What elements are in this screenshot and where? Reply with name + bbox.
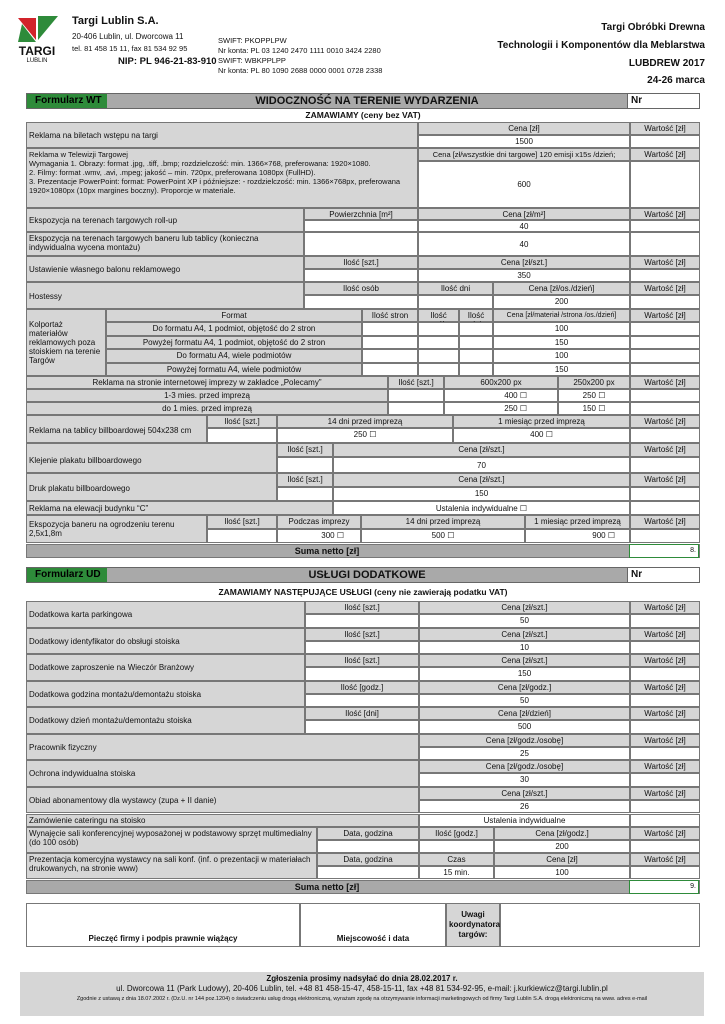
price-value: 100 xyxy=(493,349,630,363)
price-value: 100 xyxy=(494,866,630,879)
col-header: Ilość stron xyxy=(362,309,418,322)
col-header: Ilość xyxy=(459,309,493,322)
pages-input[interactable] xyxy=(362,349,418,363)
row-label: Druk plakatu billboardowego xyxy=(26,473,277,501)
col-header: Podczas imprezy xyxy=(277,515,361,529)
value-header: Wartość [zł] xyxy=(630,208,700,220)
value-input[interactable] xyxy=(630,232,700,256)
row-label: Reklama na stronie internetowej imprezy w zakładce „Polecamy” xyxy=(26,376,388,389)
col-header: 14 dni przed imprezą xyxy=(361,515,525,529)
value-header: Wartość [zł] xyxy=(630,376,700,389)
price-value: 30 xyxy=(419,773,630,787)
bank-swift-2: SWIFT: WBKPPLPP xyxy=(218,56,286,65)
price-value: 150 xyxy=(419,667,630,681)
row-label: Zamówienie cateringu na stoisko xyxy=(26,814,419,827)
format-label: Powyżej formatu A4, 1 podmiot, objętość do 2 stron xyxy=(106,336,362,350)
price-value: 600 xyxy=(418,161,630,208)
col-header: Cena [zł/godz.] xyxy=(494,827,630,840)
value-header: Wartość [zł] xyxy=(630,827,700,840)
col-header: Ilość [szt.] xyxy=(207,515,277,529)
col-header: Cena [zł/m²] xyxy=(418,208,630,220)
row-label: Obiad abonamentowy dla wystawcy (zupa + II danie) xyxy=(26,787,419,814)
row-label: Dodatkowa godzina montażu/demontażu stoiska xyxy=(26,681,305,708)
row-label: Ekspozycja na terenach targowych baneru lub tablicy (konieczna indywidualna wycena montażu) xyxy=(26,232,304,256)
company-address: 20-406 Lublin, ul. Dworcowa 11 xyxy=(72,32,184,41)
price-value: 150 xyxy=(333,487,630,501)
qty-input[interactable] xyxy=(305,720,419,734)
col-header: Cena [zł/godz./osobę] xyxy=(419,760,630,773)
option-checkbox[interactable]: 400 ☐ xyxy=(453,428,630,443)
col-header: 250x200 px xyxy=(558,376,630,389)
place-date-field[interactable] xyxy=(300,903,446,947)
value-header: Wartość [zł] xyxy=(630,707,700,720)
col-header: Ilość [dni] xyxy=(305,707,419,720)
wt-sum-row xyxy=(26,544,700,558)
footer-deadline: Zgłoszenia prosimy nadsyłać do dnia 28.02.2017 r. xyxy=(266,974,458,983)
form-wt-nr-field[interactable]: Nr xyxy=(627,94,699,108)
value-header: Wartość [zł] xyxy=(630,853,700,866)
price-value: 200 xyxy=(494,840,630,853)
price-value: 500 xyxy=(419,720,630,734)
qty-input[interactable] xyxy=(388,389,444,402)
value-header: Wartość [zł] xyxy=(630,734,700,747)
value-input[interactable] xyxy=(630,773,700,787)
col-header: Data, godzina xyxy=(317,827,419,840)
value-header: Wartość [zł] xyxy=(630,148,700,161)
col-header: 14 dni przed imprezą xyxy=(277,415,453,428)
col-header: Ilość dni xyxy=(418,282,493,295)
sum-label: Suma netto [zł] xyxy=(294,546,360,556)
value-header: Wartość [zł] xyxy=(630,282,700,295)
date-input[interactable] xyxy=(317,866,419,879)
value-input[interactable] xyxy=(630,747,700,761)
stamp-label: Pieczęć firmy i podpis prawnie wiążący xyxy=(88,934,238,943)
hours-input[interactable] xyxy=(419,840,494,853)
option-checkbox[interactable]: 500 ☐ xyxy=(361,529,525,543)
persons-input[interactable] xyxy=(418,349,459,363)
col-header: Cena [zł] xyxy=(494,853,630,866)
persons-input[interactable] xyxy=(418,336,459,350)
value-header: Wartość [zł] xyxy=(630,601,700,614)
form-wt-tag: Formularz WT xyxy=(27,94,107,108)
form-ud-title: USŁUGI DODATKOWE xyxy=(308,569,426,581)
col-header: Ilość [szt.] xyxy=(388,376,444,389)
value-input[interactable] xyxy=(630,501,700,515)
value-header: Wartość [zł] xyxy=(630,443,700,457)
value-header: Wartość [zł] xyxy=(630,122,700,135)
place-date-label: Miejscowość i data xyxy=(336,934,410,943)
row-label: Kolportaż materiałów reklamowych poza stoiskiem na terenie Targów xyxy=(26,309,106,376)
company-name: Targi Lublin S.A. xyxy=(72,15,159,27)
row-label: Ekspozycja na terenach targowych roll-up xyxy=(26,208,304,232)
row-label: Reklama na elewacji budynku “C” xyxy=(26,501,333,515)
event-line-2: Technologii i Komponentów dla Meblarstwa xyxy=(497,40,705,51)
col-header: Format xyxy=(106,309,362,322)
value-input[interactable] xyxy=(630,389,700,402)
persons-input[interactable] xyxy=(418,322,459,336)
col-header: Cena [zł/godz.] xyxy=(419,681,630,694)
persons-input[interactable] xyxy=(304,295,418,309)
col-header: Ilość [szt.] xyxy=(305,628,419,641)
value-header: Wartość [zł] xyxy=(630,681,700,694)
value-header: Wartość [zł] xyxy=(630,515,700,529)
row-label: Dodatkowe zaproszenie na Wieczór Branżowy xyxy=(26,654,305,681)
value-input[interactable] xyxy=(630,363,700,377)
row-label: Reklama na biletach wstępu na targi xyxy=(26,122,418,148)
form-ud-tag: Formularz UD xyxy=(27,568,107,582)
qty-input[interactable] xyxy=(305,667,419,681)
value-input[interactable] xyxy=(630,814,700,827)
value-input[interactable] xyxy=(630,161,700,208)
col-header: Ilość [szt.] xyxy=(277,443,333,457)
col-header: Ilość xyxy=(418,309,459,322)
footer xyxy=(20,972,704,1016)
value-header: Wartość [zł] xyxy=(630,654,700,667)
form-wt-subtitle: ZAMAWIAMY (ceny bez VAT) xyxy=(305,110,421,120)
value-header: Wartość [zł] xyxy=(630,256,700,269)
option-checkbox[interactable]: 400 ☐ xyxy=(444,389,558,402)
value-input[interactable] xyxy=(630,529,700,543)
option-checkbox[interactable]: 250 ☐ xyxy=(444,402,558,415)
col-header: Cena [zł/os./dzień] xyxy=(493,282,630,295)
days-input[interactable] xyxy=(418,295,493,309)
col-header: Cena [zł/wszystkie dni targowe] 120 emisji x15s /dzień; xyxy=(418,148,630,161)
row-label: Ochrona indywidualna stoiska xyxy=(26,760,419,787)
col-header: 1 miesiąc przed imprezą xyxy=(453,415,630,428)
event-dates: 24-26 marca xyxy=(647,75,705,86)
row-label: Pracownik fizyczny xyxy=(26,734,419,761)
col-header: Cena [zł/szt.] xyxy=(419,787,630,800)
company-logo xyxy=(14,14,60,68)
pages-input[interactable] xyxy=(362,363,418,377)
pages-input[interactable] xyxy=(362,336,418,350)
value-input[interactable] xyxy=(630,322,700,336)
notes-label-cell xyxy=(446,903,500,947)
value-input[interactable] xyxy=(630,295,700,309)
value-input[interactable] xyxy=(630,487,700,501)
value-input[interactable] xyxy=(630,220,700,232)
duration-value: 15 min. xyxy=(419,866,494,879)
col-header: Data, godzina xyxy=(317,853,419,866)
col-header: Cena [zł/szt.] xyxy=(418,256,630,269)
company-nip: NIP: PL 946-21-83-910 xyxy=(118,56,217,67)
qty-input[interactable] xyxy=(305,614,419,628)
form-ud-subtitle: ZAMAWIAMY NASTĘPUJĄCE USŁUGI (ceny nie zawierają podatku VAT) xyxy=(218,587,508,597)
value-header: Wartość [zł] xyxy=(630,787,700,800)
qty-input[interactable] xyxy=(207,529,277,543)
bank-account-1: Nr konta: PL 03 1240 2470 1111 0010 3424 2280 xyxy=(218,46,381,55)
individual-note: Ustalenia indywidualne xyxy=(419,814,630,827)
value-input[interactable] xyxy=(630,720,700,734)
area-input[interactable] xyxy=(304,220,418,232)
col-header: Ilość [szt.] xyxy=(305,601,419,614)
format-label: Powyżej formatu A4, wiele podmiotów xyxy=(106,363,362,377)
price-value: 1500 xyxy=(418,135,630,148)
ud-sum-row xyxy=(26,880,700,894)
value-input[interactable] xyxy=(630,614,700,628)
row-label: Dodatkowy identyfikator do obsługi stoiska xyxy=(26,628,305,655)
bank-swift-1: SWIFT: PKOPPLPW xyxy=(218,36,287,45)
price-value: 150 xyxy=(493,336,630,350)
value-input[interactable] xyxy=(630,402,700,415)
price-value: 150 xyxy=(493,363,630,377)
days-input[interactable] xyxy=(459,336,493,350)
value-header: Wartość [zł] xyxy=(630,473,700,487)
value-header: Wartość [zł] xyxy=(630,760,700,773)
option-checkbox[interactable]: 300 ☐ xyxy=(277,529,361,543)
row-label: Wynajęcie sali konferencyjnej wyposażonej w podstawowy sprzęt multimedialny (do 100 osób) xyxy=(26,827,317,853)
option-checkbox[interactable]: 900 ☐ xyxy=(525,529,630,543)
col-header: Ilość [szt.] xyxy=(277,473,333,487)
row-label: Prezentacja komercyjna wystawcy na sali konf. (inf. o prezentacji w materiałach drukowanych, na stronie www) xyxy=(26,853,317,879)
price-value: 50 xyxy=(419,694,630,708)
event-line-1: Targi Obróbki Drewna xyxy=(601,22,705,33)
row-label: Ekspozycja baneru na ogrodzeniu terenu 2,5x1,8m xyxy=(26,515,207,543)
option-checkbox[interactable]: 250 ☐ xyxy=(558,389,630,402)
footer-contact: ul. Dworcowa 11 (Park Ludowy), 20-406 Lublin, tel. +48 81 458-15-47, 458-15-11, fax +48 81 534-92-95, e-mail: j.kurkiewicz@targi.lublin.pl xyxy=(116,984,608,993)
value-input[interactable] xyxy=(630,866,700,879)
value-input[interactable] xyxy=(630,349,700,363)
value-input[interactable] xyxy=(630,336,700,350)
price-value: 10 xyxy=(419,641,630,655)
price-value: 100 xyxy=(493,322,630,336)
notes-label: Uwagi koordynatora targów: xyxy=(449,910,501,939)
form-ud-header xyxy=(26,567,700,583)
option-checkbox[interactable]: 150 ☐ xyxy=(558,402,630,415)
col-header: Ilość osób xyxy=(304,282,418,295)
persons-input[interactable] xyxy=(418,363,459,377)
col-header: Czas xyxy=(419,853,494,866)
row-label: Hostessy xyxy=(26,282,304,309)
days-input[interactable] xyxy=(459,349,493,363)
qty-input[interactable] xyxy=(305,641,419,655)
value-header: Wartość [zł] xyxy=(630,628,700,641)
value-input[interactable] xyxy=(630,840,700,853)
company-phones: tel. 81 458 15 11, fax 81 534 92 95 xyxy=(72,44,188,53)
period-label: do 1 mies. przed imprezą xyxy=(26,402,388,415)
price-value: 50 xyxy=(419,614,630,628)
value-input[interactable] xyxy=(630,800,700,814)
price-value: 40 xyxy=(418,220,630,232)
col-header: Ilość [godz.] xyxy=(305,681,419,694)
col-header: Cena [zł/szt.] xyxy=(419,654,630,667)
col-header: Ilość [szt.] xyxy=(207,415,277,428)
value-input[interactable] xyxy=(630,135,700,148)
event-name: LUBDREW 2017 xyxy=(628,58,705,69)
qty-input[interactable] xyxy=(207,428,277,443)
pages-input[interactable] xyxy=(362,322,418,336)
form-wt-title: WIDOCZNOŚĆ NA TERENIE WYDARZENIA xyxy=(255,95,479,107)
form-ud-nr-field[interactable]: Nr xyxy=(627,568,699,582)
price-value: 40 xyxy=(418,232,630,256)
price-value: 350 xyxy=(418,269,630,282)
days-input[interactable] xyxy=(459,363,493,377)
value-header: Wartość [zł] xyxy=(630,415,700,428)
value-input[interactable] xyxy=(630,667,700,681)
row-label: Ustawienie własnego balonu reklamowego xyxy=(26,256,304,282)
row-label: Dodatkowy dzień montażu/demontażu stoiska xyxy=(26,707,305,734)
sum-label: Suma netto [zł] xyxy=(294,882,360,892)
row-label: Reklama w Telewizji Targowej Wymagania 1. Obrazy: format .jpg, .tiff, .bmp; rozdzielczość: min. 1366×768, preferowana: 1920×1080. 2. Filmy: format .wmv, .avi, .mpeg; jakość – min. 720px, preferowana 1080px (FullHD). 3. Prezentacje PowerPoint: format: PowerPoint XP i późniejsze: - rozdzielczość: min. 1366×768px, preferowana 1920×1080px (10px margines boczny). Proporcje w materiale. xyxy=(26,148,418,208)
individual-checkbox[interactable]: Ustalenia indywidualne ☐ xyxy=(333,501,630,515)
notes-field[interactable] xyxy=(500,903,700,947)
col-header: 1 miesiąc przed imprezą xyxy=(525,515,630,529)
value-input[interactable] xyxy=(630,641,700,655)
col-header: Cena [zł/szt.] xyxy=(419,628,630,641)
wt-sum-field[interactable]: 8. xyxy=(629,544,699,558)
col-header: Cena [zł/szt.] xyxy=(333,443,630,457)
col-header: Ilość [godz.] xyxy=(419,827,494,840)
price-value: 26 xyxy=(419,800,630,814)
qty-input[interactable] xyxy=(388,402,444,415)
value-input[interactable] xyxy=(630,269,700,282)
qty-input[interactable] xyxy=(277,487,333,501)
area-input[interactable] xyxy=(304,232,418,256)
col-header: Cena [zł/godz./osobę] xyxy=(419,734,630,747)
price-value: 200 xyxy=(493,295,630,309)
col-header: Ilość [szt.] xyxy=(305,654,419,667)
footer-consent: Zgodnie z ustawą z dnia 18.07.2002 r. (Dz.U. nr 144 poz.1204) o świadczeniu usług drogą elektroniczną, wyrażam zgodę na otrzymywanie informacji marketingowych od firmy Targi Lublin S.A. drogą elektroniczną na www. adres e-mail xyxy=(76,996,648,1002)
row-label: Reklama na tablicy billboardowej 504x238 cm xyxy=(26,415,207,443)
col-header: 600x200 px xyxy=(444,376,558,389)
period-label: 1-3 mies. przed imprezą xyxy=(26,389,388,402)
row-label: Dodatkowa karta parkingowa xyxy=(26,601,305,628)
bank-account-2: Nr konta: PL 80 1090 2688 0000 0001 0728 2338 xyxy=(218,66,383,75)
value-input[interactable] xyxy=(630,694,700,708)
price-value: 25 xyxy=(419,747,630,761)
date-input[interactable] xyxy=(317,840,419,853)
col-header: Cena [zł/materiał /strona /os./dzień] xyxy=(493,309,630,322)
col-header: Cena [zł/dzień] xyxy=(419,707,630,720)
col-header: Ilość [szt.] xyxy=(304,256,418,269)
value-input[interactable] xyxy=(630,428,700,443)
col-header: Powierzchnia [m²] xyxy=(304,208,418,220)
qty-input[interactable] xyxy=(277,457,333,473)
col-header: Cena [zł/szt.] xyxy=(333,473,630,487)
qty-input[interactable] xyxy=(305,694,419,708)
col-header: Cena [zł/szt.] xyxy=(419,601,630,614)
value-input[interactable] xyxy=(630,457,700,473)
format-label: Do formatu A4, wiele podmiotów xyxy=(106,349,362,363)
form-wt-header xyxy=(26,93,700,109)
qty-input[interactable] xyxy=(304,269,418,282)
col-header: Cena [zł] xyxy=(418,122,630,135)
format-label: Do formatu A4, 1 podmiot, objętość do 2 stron xyxy=(106,322,362,336)
option-checkbox[interactable]: 250 ☐ xyxy=(277,428,453,443)
stamp-signature-field[interactable] xyxy=(26,903,300,947)
price-value: 70 xyxy=(333,457,630,473)
days-input[interactable] xyxy=(459,322,493,336)
logo-text: TARGI xyxy=(18,44,56,58)
value-header: Wartość [zł] xyxy=(630,309,700,322)
ud-sum-field[interactable]: 9. xyxy=(629,880,699,894)
row-label: Klejenie plakatu billboardowego xyxy=(26,443,277,473)
logo-sub: LUBLIN xyxy=(26,58,48,64)
